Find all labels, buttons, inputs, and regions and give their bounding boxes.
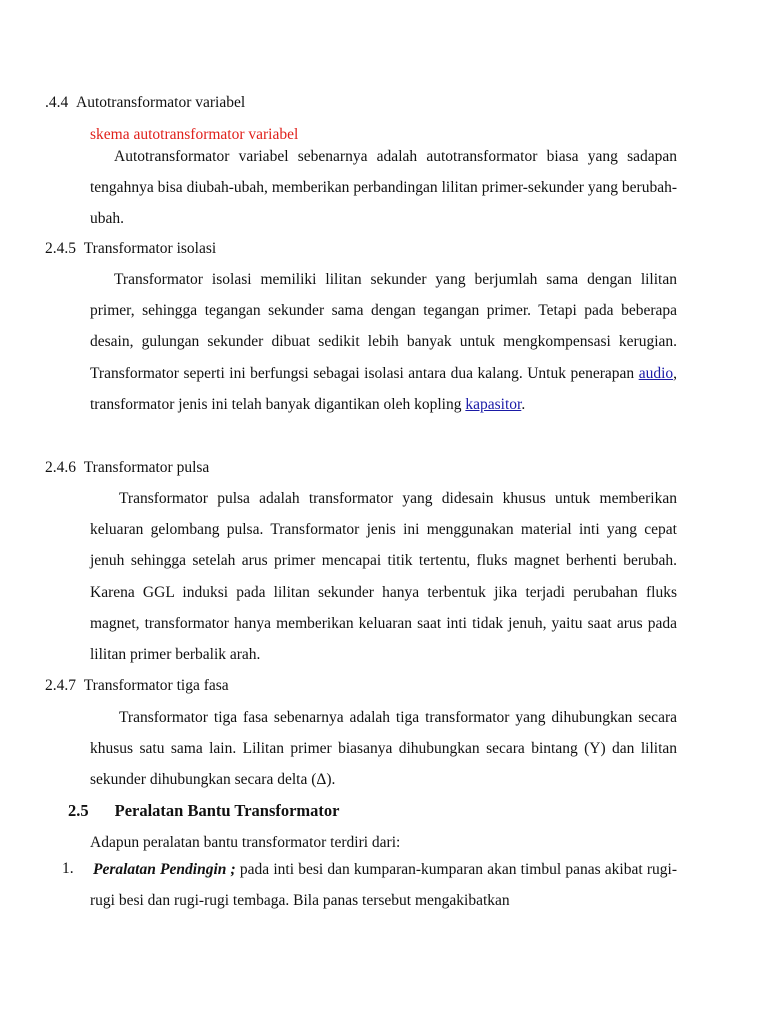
section-title: Peralatan Bantu Transformator — [114, 801, 340, 820]
section-title: Transformator pulsa — [83, 459, 210, 476]
link-kapasitor[interactable]: kapasitor — [465, 395, 522, 413]
section-number: 2.4.7 — [45, 677, 76, 694]
paragraph-tiga-fasa: Transformator tiga fasa sebenarnya adalah tiga transformator yang dihubungkan secara khusus satu sama lain. Lilitan primer biasanya dihubungkan secara bintang (Y) dan lilitan sekunder dihubungkan secara delta (Δ). — [90, 709, 677, 789]
paragraph-autotransformator: Autotransformator variabel sebenarnya adalah autotransformator biasa yang sadapan tengahnya bisa diubah-ubah, memberikan perbandingan lilitan primer-sekunder yang berubah-ubah. — [90, 148, 677, 228]
section-title: Transformator tiga fasa — [83, 677, 229, 694]
section-heading-2-5 — [68, 800, 340, 822]
intro-sentence: Adapun peralatan bantu transformator terdiri dari: — [90, 834, 401, 851]
paragraph-text: , transformator jenis ini telah banyak digantikan oleh kopling — [90, 364, 677, 413]
list-item-number: 1. — [62, 860, 74, 877]
paragraph-text: Transformator isolasi memiliki lilitan sekunder yang berjumlah sama dengan lilitan primer, sehingga tegangan sekunder sama dengan tegangan primer. Tetapi pada beberapa desain, gulungan sekunder dibuat sedikit lebih banyak untuk mengkompensasi kerugian. Transformator seperti ini berfungsi sebagai isolasi antara dua kalang. Untuk penerapan — [90, 271, 677, 382]
figure-caption: skema autotransformator variabel — [90, 126, 299, 143]
section-heading-2-4-7 — [45, 676, 229, 696]
list-item — [90, 854, 677, 916]
paragraph-text: . — [521, 395, 526, 413]
section-heading-2-4-6 — [45, 458, 209, 478]
section-number: 2.5 — [68, 801, 89, 820]
section-number: .4.4 — [45, 94, 69, 111]
link-audio[interactable]: audio — [638, 364, 674, 382]
section-number: 2.4.6 — [45, 459, 76, 476]
section-number: 2.4.5 — [45, 240, 76, 257]
list-item-text: pada inti besi dan kumparan-kumparan akan timbul panas akibat rugi-rugi besi dan rugi-rugi tembaga. Bila panas tersebut mengakibatkan — [90, 861, 677, 910]
section-heading-2-4-4 — [45, 93, 245, 113]
list-item-term: Peralatan Pendingin ; — [93, 861, 236, 878]
section-heading-2-4-5 — [45, 239, 216, 259]
section-title: Transformator isolasi — [83, 240, 217, 257]
paragraph-pulsa: Transformator pulsa adalah transformator yang didesain khusus untuk memberikan keluaran gelombang pulsa. Transformator jenis ini menggunakan material inti yang cepat jenuh sehingga setelah arus primer mencapai titik tertentu, fluks magnet berhenti berubah. Karena GGL induksi pada lilitan sekunder hanya terbentuk jika terjadi perubahan fluks magnet, transformator hanya memberikan keluaran saat inti tidak jenuh, yaitu saat arus pada lilitan primer berbalik arah. — [90, 490, 677, 664]
paragraph-isolasi — [90, 264, 677, 420]
section-title: Autotransformator variabel — [76, 94, 246, 111]
